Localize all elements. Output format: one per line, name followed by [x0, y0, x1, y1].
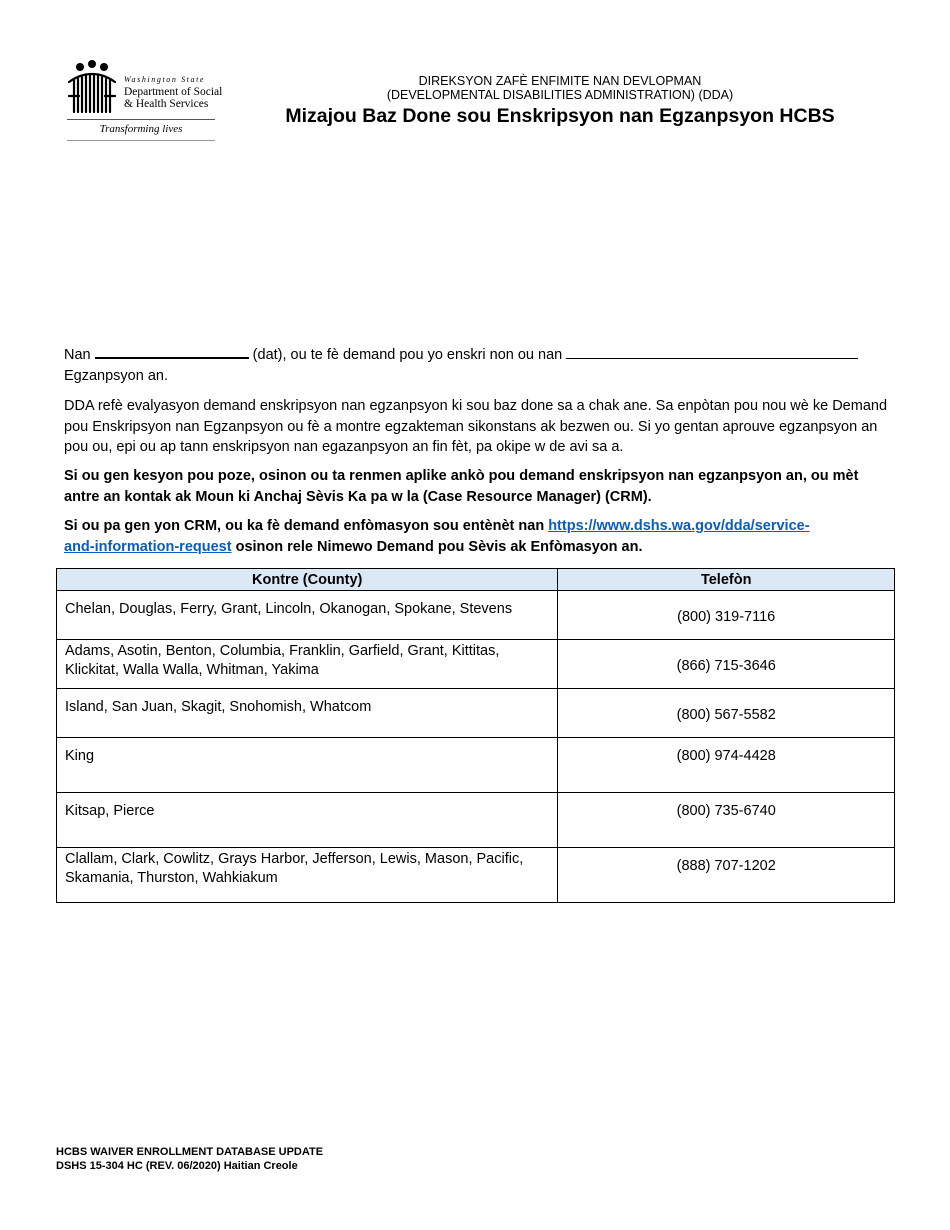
paragraph-no-crm [64, 516, 894, 557]
link-line1: https://www.dshs.wa.gov/dda/service- [548, 518, 810, 534]
table-row [57, 689, 895, 738]
logo-dept-line2: & Health Services [124, 98, 209, 110]
county-phone-table [56, 568, 895, 903]
header-line1: DIREKSYON ZAFÈ ENFIMITE NAN DEVLOPMAN [418, 74, 702, 88]
phone-cell: (800) 319-7116 [558, 591, 895, 640]
phone-cell: (800) 974-4428 [558, 738, 895, 793]
no-crm-text-after: osinon rele Nimewo Demand pou Sèvis ak Enfòmasyon an. [231, 538, 643, 555]
county-cell: King [57, 738, 558, 793]
phone-cell: (800) 567-5582 [558, 689, 895, 738]
table-row [57, 591, 895, 640]
phone-column-header: Telefòn [558, 569, 895, 591]
logo-divider [67, 140, 215, 141]
no-crm-text-before: Si ou pa gen yon CRM, ou ka fè demand enfòmasyon sou entènèt nan [64, 518, 549, 534]
document-title: Mizajou Baz Done sou Enskripsyon nan Egzanpsyon HCBS [285, 105, 835, 127]
form-suffix: Egzanpsyon an. [64, 367, 168, 384]
table-row [57, 738, 895, 793]
county-cell: Kitsap, Pierce [57, 793, 558, 848]
county-column-header: Kontre (County) [57, 569, 558, 591]
county-cell: Chelan, Douglas, Ferry, Grant, Lincoln, Okanogan, Spokane, Stevens [57, 591, 558, 640]
county-cell: Clallam, Clark, Cowlitz, Grays Harbor, Jefferson, Lewis, Mason, Pacific, Skamania, Thurston, Wahkiakum [57, 848, 558, 903]
logo-tagline: Transforming lives [99, 123, 183, 135]
document-footer [56, 1145, 323, 1173]
footer-form-title: HCBS WAIVER ENROLLMENT DATABASE UPDATE [56, 1146, 324, 1158]
document-header [232, 74, 888, 128]
footer-form-number: DSHS 15-304 HC (REV. 06/2020) Haitian Creole [56, 1160, 298, 1172]
form-prefix: Nan [64, 347, 91, 363]
dshs-logo [66, 60, 223, 144]
link-line2: and-information-request [64, 538, 232, 555]
logo-state: Washington State [124, 75, 206, 84]
date-field[interactable] [95, 343, 249, 359]
county-cell: Island, San Juan, Skagit, Snohomish, Whatcom [57, 689, 558, 738]
paragraph-contact-crm: Si ou gen kesyon pou poze, osinon ou ta renmen aplike ankò pou demand enskripsyon nan egzanpsyon an, ou mèt antre an kontak ak Moun ki Anchaj Sèvis Ka pa w la (Case Resource Manager) (CRM). [64, 468, 859, 505]
table-row [57, 848, 895, 903]
waiver-name-field[interactable] [566, 344, 858, 359]
request-date-statement [64, 343, 894, 386]
table-row [57, 640, 895, 689]
table-row [57, 793, 895, 848]
phone-cell: (888) 707-1202 [558, 848, 895, 903]
table-header-row [57, 569, 895, 591]
logo-department [124, 86, 222, 110]
logo-divider [67, 119, 215, 120]
people-figures-icon [66, 60, 118, 114]
header-line2: (DEVELOPMENTAL DISABILITIES ADMINISTRATION) (DDA) [386, 88, 734, 102]
form-middle: (dat), ou te fè demand pou yo enskri non ou nan [252, 347, 563, 363]
phone-cell: (800) 735-6740 [558, 793, 895, 848]
paragraph-reevaluation: DDA refè evalyasyon demand enskripsyon nan egzanpsyon ki sou baz done sa a chak ane. Sa enpòtan pou nou wè ke Demand pou Enskripsyon nan Egzanpsyon ou fè a montre egzakteman sikonstans ak bezwen ou. Si yo gentan aprouve egzanpsyon an pou ou, epi ou ap tann enskripsyon nan egazanpsyon an fin fèt, pa okipe w de avi sa a. [64, 398, 888, 455]
phone-cell: (866) 715-3646 [558, 640, 895, 689]
logo-dept-line1: Department of Social [124, 86, 223, 98]
county-cell: Adams, Asotin, Benton, Columbia, Franklin, Garfield, Grant, Kittitas, Klickitat, Walla Walla, Whitman, Yakima [57, 640, 558, 689]
